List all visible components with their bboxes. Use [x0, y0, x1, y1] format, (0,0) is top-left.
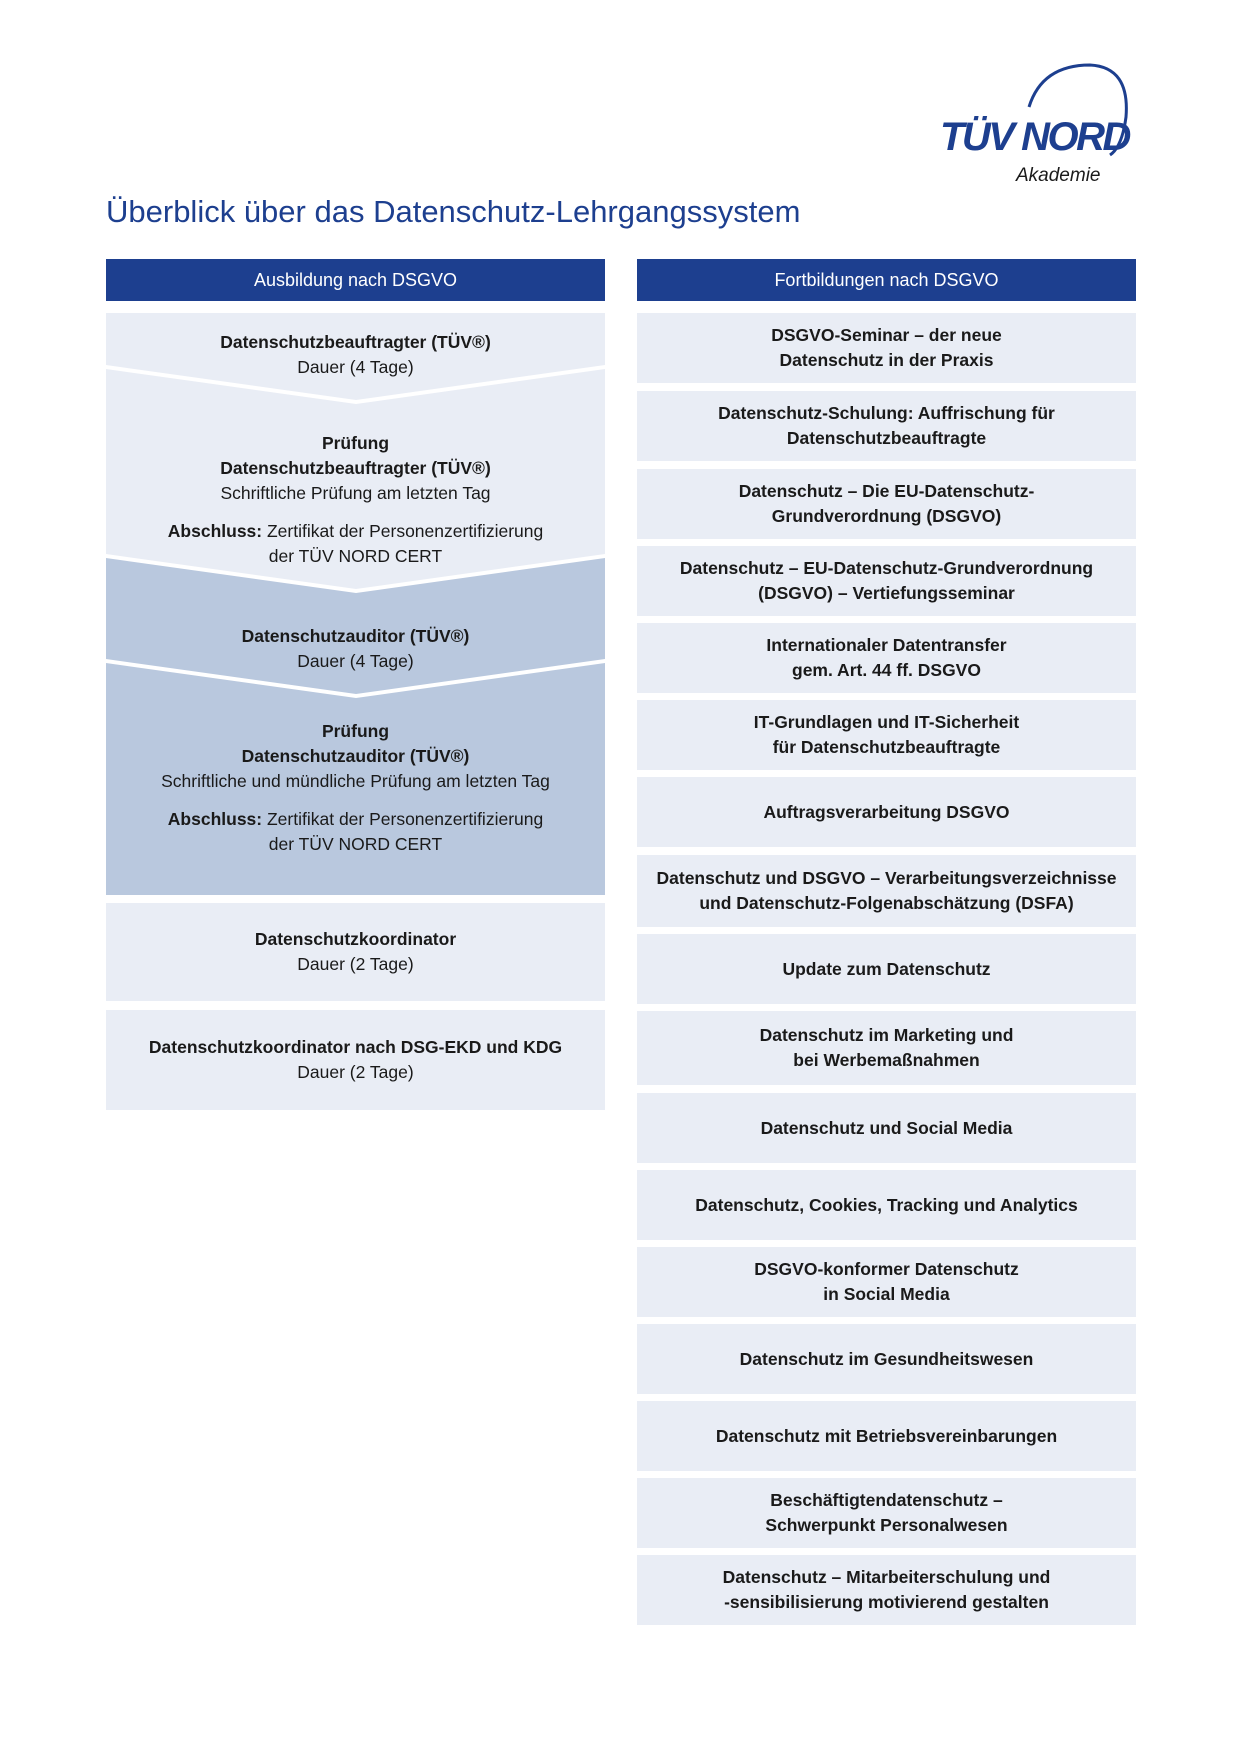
- course-box: [637, 391, 1136, 461]
- course-box: [637, 1011, 1136, 1085]
- course-line1: Datenschutz-Schulung: Auffrischung für: [718, 403, 1055, 423]
- koordinator-ekd-duration: Dauer (2 Tage): [297, 1062, 414, 1082]
- auditor-exam-result-label: Abschluss:: [167, 809, 263, 829]
- left-column-header: Ausbildung nach DSGVO: [106, 259, 605, 301]
- course-box: [637, 934, 1136, 1004]
- course-line1: Datenschutz und DSGVO – Verarbeitungsverzeichnisse: [656, 868, 1117, 888]
- course-box: [637, 1324, 1136, 1394]
- course-line1: DSGVO-Seminar – der neue: [771, 325, 1002, 345]
- course-line2: Schwerpunkt Personalwesen: [765, 1515, 1008, 1535]
- page-title: Überblick über das Datenschutz-Lehrgangssystem: [106, 194, 801, 229]
- course-line1: Datenschutz und Social Media: [760, 1117, 1013, 1138]
- dsb-exam-block: [106, 431, 605, 569]
- course-line2: Datenschutzbeauftragte: [786, 428, 987, 448]
- course-line1: Datenschutz – Mitarbeiterschulung und: [722, 1567, 1051, 1587]
- logo-subtitle: Akademie: [1016, 165, 1101, 186]
- koordinator-ekd-box: [106, 1010, 605, 1110]
- course-line1: Datenschutz mit Betriebsvereinbarungen: [715, 1425, 1058, 1446]
- dsb-exam-result-text: Zertifikat der Personenzertifizierung: [266, 521, 544, 541]
- course-box: [637, 546, 1136, 616]
- course-line2: bei Werbemaßnahmen: [793, 1050, 980, 1070]
- course-line2: -sensibilisierung motivierend gestalten: [724, 1592, 1049, 1612]
- course-box: [637, 1247, 1136, 1317]
- auditor-block: [106, 624, 605, 674]
- course-line2: (DSGVO) – Vertiefungsseminar: [758, 583, 1015, 603]
- course-line2: für Datenschutzbeauftragte: [772, 737, 1001, 757]
- course-line1: Datenschutz, Cookies, Tracking und Analytics: [695, 1194, 1078, 1215]
- course-line1: IT-Grundlagen und IT-Sicherheit: [753, 712, 1020, 732]
- course-line2: und Datenschutz-Folgenabschätzung (DSFA): [699, 893, 1074, 913]
- dsb-exam-label: Prüfung: [321, 433, 390, 453]
- course-box: [637, 469, 1136, 539]
- koordinator-title: Datenschutzkoordinator: [254, 929, 457, 949]
- course-box: [637, 1401, 1136, 1471]
- dsb-title: Datenschutzbeauftragter (TÜV®): [220, 332, 491, 352]
- course-box: [637, 313, 1136, 383]
- dsb-exam-result-label: Abschluss:: [167, 521, 263, 541]
- course-line1: Datenschutz im Gesundheitswesen: [739, 1348, 1034, 1369]
- dsb-duration: Dauer (4 Tage): [297, 357, 414, 377]
- course-line1: Datenschutz im Marketing und: [759, 1025, 1014, 1045]
- koordinator-duration: Dauer (2 Tage): [297, 954, 414, 974]
- course-line2: gem. Art. 44 ff. DSGVO: [792, 660, 981, 680]
- tuev-nord-logo: [930, 55, 1140, 195]
- course-box: [637, 1170, 1136, 1240]
- logo-brand: TÜV NORD: [940, 115, 1129, 159]
- course-box: [637, 1555, 1136, 1625]
- auditor-exam-detail: Schriftliche und mündliche Prüfung am letzten Tag: [161, 771, 550, 791]
- koordinator-box: [106, 903, 605, 1001]
- course-line2: in Social Media: [823, 1284, 950, 1304]
- auditor-exam-block: [106, 719, 605, 857]
- auditor-title: Datenschutzauditor (TÜV®): [241, 626, 470, 646]
- course-line1: Beschäftigtendatenschutz –: [770, 1490, 1003, 1510]
- course-line2: Grundverordnung (DSGVO): [771, 506, 1002, 526]
- course-line1: Datenschutz – EU-Datenschutz-Grundverordnung: [679, 558, 1094, 578]
- course-line1: Update zum Datenschutz: [782, 958, 991, 979]
- course-box: [637, 1478, 1136, 1548]
- course-box: [637, 1093, 1136, 1163]
- auditor-exam-result-text2: der TÜV NORD CERT: [268, 834, 443, 854]
- koordinator-ekd-title: Datenschutzkoordinator nach DSG-EKD und KDG: [148, 1037, 563, 1057]
- course-box: [637, 777, 1136, 847]
- dsb-exam-result-text2: der TÜV NORD CERT: [268, 546, 443, 566]
- course-line1: Internationaler Datentransfer: [766, 635, 1007, 655]
- course-box: [637, 700, 1136, 770]
- auditor-exam-title: Datenschutzauditor (TÜV®): [241, 746, 470, 766]
- auditor-exam-label: Prüfung: [321, 721, 390, 741]
- course-line1: Datenschutz – Die EU-Datenschutz-: [738, 481, 1035, 501]
- course-line2: Datenschutz in der Praxis: [779, 350, 994, 370]
- course-box: [637, 623, 1136, 693]
- right-column-header: Fortbildungen nach DSGVO: [637, 259, 1136, 301]
- auditor-exam-result-text: Zertifikat der Personenzertifizierung: [266, 809, 544, 829]
- training-flow: [106, 313, 605, 895]
- dsb-exam-detail: Schriftliche Prüfung am letzten Tag: [220, 483, 491, 503]
- dsb-exam-title: Datenschutzbeauftragter (TÜV®): [220, 458, 491, 478]
- dsb-block: [106, 330, 605, 380]
- course-line1: Auftragsverarbeitung DSGVO: [763, 801, 1010, 822]
- course-line1: DSGVO-konformer Datenschutz: [754, 1259, 1019, 1279]
- auditor-duration: Dauer (4 Tage): [297, 651, 414, 671]
- course-box: [637, 855, 1136, 927]
